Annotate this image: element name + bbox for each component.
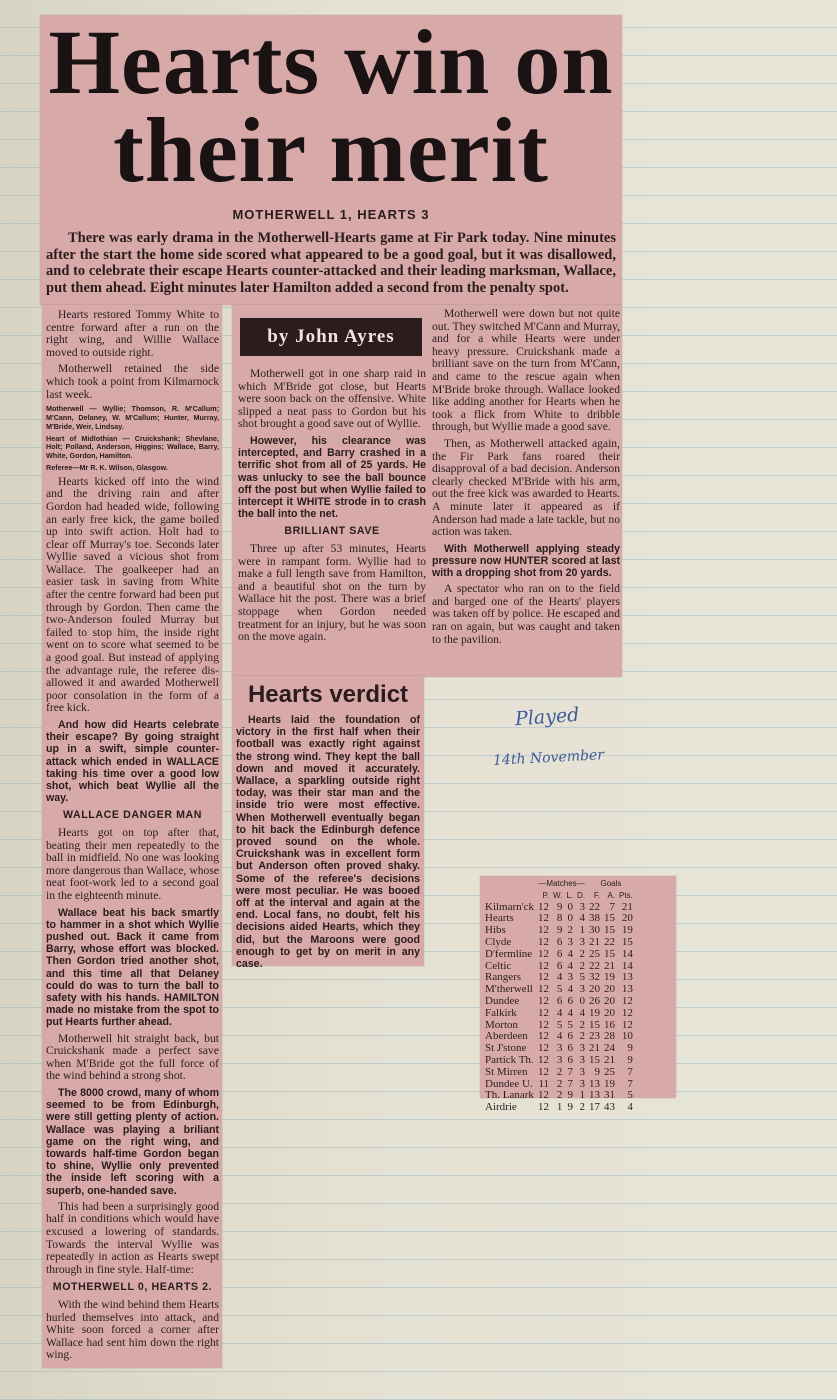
stat-cell: 2 [579, 1101, 586, 1114]
col1-para-1: Hearts restored Tommy White to centre forward after a run on the right wing, and Willie Wallace moved to outside right. [46, 308, 219, 359]
stat-cell: 9 [567, 1101, 574, 1114]
stat-cell: 15 [604, 924, 616, 937]
stat-cell: 17 [589, 1101, 601, 1114]
stat-cell: 12 [538, 1006, 550, 1019]
stat-cell: 12 [538, 1065, 550, 1078]
col2-para-1: Motherwell got in one sharp raid in which M'Bride got close, but Hearts were soon back on the offensive. White slipped a neat pass to Gordon but his shot brought a good save out of Wyllie. [238, 367, 426, 431]
stat-cell: 16 [604, 1018, 616, 1031]
stat-cell: 3 [579, 935, 586, 948]
stat-cell: 2 [579, 947, 586, 960]
stat-cell: 9 [556, 900, 563, 913]
stat-cell: 5 [627, 1089, 633, 1102]
stat-cell: 3 [556, 1053, 563, 1066]
stat-cell: 14 [621, 959, 633, 972]
stat-cell: 5 [556, 1018, 563, 1031]
subhead-wallace: WALLACE DANGER MAN [62, 809, 203, 822]
stat-cell: 2 [556, 1065, 563, 1078]
column-header: Pts. [619, 890, 633, 900]
stat-cell: 2 [556, 1089, 563, 1102]
stat-cell: 12 [538, 994, 550, 1007]
col3-para-1: Motherwell were down but not quite out. They switched M'Cann and Murray, and for a while Hearts were under heavy pressure. Cruickshank made a brilliant save on the turn from M'Cann, and came to the rescue again when M'Bride broke through. Wallace looked like adding another for Hearts when he took a flick from White to dribble through, but Wyllie made a good save. [432, 307, 620, 434]
stat-cell: 7 [627, 1065, 633, 1078]
stat-cell: 12 [621, 1018, 633, 1031]
team-name-cell: D'fermline [485, 947, 533, 960]
team-name-cell: Morton [485, 1018, 518, 1031]
table-row [483, 1008, 635, 1020]
stat-cell: 9 [627, 1042, 633, 1055]
col1-para-6: Wallace beat his back smartly to hammer in a shot which Wyllie pushed out. Back it came from Barry, whose effort was blocked. Then Gordon tried another shot, and this time all that Delaney could do was to turn the ball to safety with his hands. HAMILTON made no mistake from the spot to put Hearts further ahead. [46, 906, 219, 1029]
team-name-cell: Aberdeen [485, 1030, 528, 1043]
team-name-cell: Hibs [485, 924, 506, 937]
stat-cell: 12 [538, 1018, 550, 1031]
stat-cell: 9 [567, 1089, 574, 1102]
team-name-cell: M'therwell [485, 983, 533, 996]
stat-cell: 6 [567, 1053, 574, 1066]
stat-cell: 20 [589, 983, 601, 996]
team-name-cell: Kilmarn'ck [485, 900, 535, 913]
subhead-brilliant-save: BRILLIANT SAVE [284, 525, 380, 538]
stat-cell: 20 [604, 983, 616, 996]
score-line: MOTHERWELL 1, HEARTS 3 [232, 207, 430, 222]
stat-cell: 15 [589, 1053, 601, 1066]
team-name-cell: St Mirren [485, 1065, 528, 1078]
col1-para-10: With the wind behind them Hearts hurled themselves into attack, and White soon forced a corner after Wallace had sent him down the right wing. [46, 1297, 219, 1362]
stat-cell: 14 [621, 947, 633, 960]
column-header: W. [553, 890, 563, 900]
stat-cell: 12 [538, 924, 550, 937]
referee-line: Referee—Mr R. K. Wilson, Glasgow. [46, 462, 168, 472]
col1-para-9: This had been a surprisingly good half in conditions which would have excused a lowering of standards. Towards the interval Wyllie was repeatedly in action as Hearts swept through in fine style. Half-time: [46, 1199, 219, 1276]
stat-cell: 6 [556, 959, 563, 972]
stat-cell: 0 [567, 912, 574, 925]
stat-cell: 3 [556, 1042, 563, 1055]
stat-cell: 1 [579, 1089, 586, 1102]
stat-cell: 9 [627, 1053, 633, 1066]
col1-para-8: The 8000 crowd, many of whom seemed to be from Edinburgh, were still getting plenty of action. Wallace was playing a briliant game on the right wing, and towards half-time Gordon began to shine, Wyllie only prevented the inside left scoring with a superb, one-handed save. [46, 1087, 219, 1197]
stat-cell: 15 [621, 935, 633, 948]
stat-cell: 3 [567, 971, 574, 984]
stat-cell: 3 [579, 1077, 586, 1090]
stat-cell: 2 [579, 1018, 586, 1031]
stat-cell: 23 [589, 1030, 601, 1043]
column-header: F. [593, 890, 601, 900]
stat-cell: 12 [538, 1053, 550, 1066]
league-table-clipping [480, 876, 676, 1114]
stat-cell: 5 [567, 1018, 574, 1031]
stat-cell: 4 [579, 912, 586, 925]
stat-cell: 12 [538, 912, 550, 925]
motherwell-lineup: Motherwell — Wyllie; Thomson, R. M'Callum; M'Cann, Delaney, W. M'Callum; Hunter, Murray, M'Bride, Weir, Lindsay. [46, 404, 219, 431]
stat-cell: 6 [567, 994, 574, 1007]
team-name-cell: St J'stone [485, 1042, 527, 1055]
team-name-cell: Th. Lanark [485, 1089, 534, 1102]
stat-cell: 12 [538, 971, 550, 984]
column-header: A. [607, 890, 616, 900]
stat-cell: 21 [589, 1042, 601, 1055]
stat-cell: 22 [589, 959, 601, 972]
team-name-cell: Dundee [485, 994, 520, 1007]
stat-cell: 0 [567, 900, 574, 913]
stat-cell: 12 [621, 1006, 633, 1019]
stat-cell: 12 [538, 900, 550, 913]
col3-para-4: A spectator who ran on to the field and barged one of the Hearts' players was taken off by police. He escaped and ran on again, but was caught and taken to the pavilion. [432, 582, 620, 646]
stat-cell: 12 [538, 983, 550, 996]
stat-cell: 21 [604, 1053, 616, 1066]
stat-cell: 12 [538, 959, 550, 972]
col1-para-7: Motherwell hit straight back, but Cruickshank made a perfect save when M'Bride got the full force of the wind behind a strong shot. [46, 1031, 219, 1083]
stat-cell: 19 [604, 1077, 616, 1090]
stat-cell: 5 [579, 971, 586, 984]
stat-cell: 4 [567, 947, 574, 960]
col3-para-3: With Motherwell applying steady pressure now HUNTER scored at last with a dropping shot from 20 yards. [432, 542, 620, 580]
stat-cell: 31 [604, 1089, 616, 1102]
stat-cell: 4 [627, 1101, 633, 1114]
team-name-cell: Hearts [485, 912, 514, 925]
stat-cell: 5 [556, 983, 563, 996]
stat-cell: 1 [579, 924, 586, 937]
stat-cell: 13 [621, 983, 633, 996]
stat-cell: 4 [556, 1006, 563, 1019]
byline-box: by John Ayres [240, 318, 422, 356]
stat-cell: 4 [579, 1006, 586, 1019]
team-name-cell: Airdrie [485, 1101, 517, 1114]
stat-cell: 19 [621, 924, 633, 937]
stat-cell: 28 [604, 1030, 616, 1043]
stat-cell: 7 [567, 1065, 574, 1078]
table-row [483, 1055, 635, 1067]
left-column-clipping [42, 305, 222, 1368]
stat-cell: 26 [589, 994, 601, 1007]
stat-cell: 4 [567, 959, 574, 972]
stat-cell: 12 [538, 935, 550, 948]
headline-clipping [40, 11, 622, 305]
stat-cell: 15 [589, 1018, 601, 1031]
headline-line-1: Hearts win on [48, 11, 614, 113]
team-name-cell: Clyde [485, 935, 512, 948]
stat-cell: 12 [538, 947, 550, 960]
stat-cell: 3 [567, 935, 574, 948]
stat-cell: 1 [556, 1101, 563, 1114]
stat-cell: 22 [589, 900, 601, 913]
middle-column [238, 368, 426, 673]
group-matches: —Matches— [538, 879, 585, 888]
stat-cell: 13 [621, 971, 633, 984]
stat-cell: 30 [589, 924, 601, 937]
team-name-cell: Dundee U. [485, 1077, 533, 1090]
stat-cell: 9 [556, 924, 563, 937]
stat-cell: 13 [589, 1089, 601, 1102]
stat-cell: 24 [604, 1042, 616, 1055]
stat-cell: 3 [579, 1053, 586, 1066]
column-header: D. [577, 890, 586, 900]
stat-cell: 4 [556, 971, 563, 984]
table-column-header [483, 890, 635, 902]
stat-cell: 2 [556, 1077, 563, 1090]
stat-cell: 3 [579, 1042, 586, 1055]
verdict-body: Hearts laid the foundation of victory in the first half when their football was exactly right against the strong wind. They kept the ball down and moved it accurately. Wallace, a sparkling outside right today, was their star man and the inside trio were most effective. When Motherwell eventually began to hit back the Edinburgh defence proved sound on the whole. Cruickshank was in excellent form but Anderson often proved shaky. Some of the referee's decisions were most peculiar. He was booed off at the interval and again at the end. Local fans, no doubt, felt his decisions aided Hearts, which they did, but the Maroons were good enough to get by on merit in any case. [236, 714, 420, 971]
halftime-score: MOTHERWELL 0, HEARTS 2. [52, 1281, 213, 1294]
right-column [432, 308, 620, 674]
col3-para-2: Then, as Motherwell attacked again, the Fir Park fans roared their disapproval of a bad decision. Anderson clearly checked M'Bride with his arm, out the free kick was awarded to Hearts. A minute later it appeared as if Anderson had made a late tackle, but no action was taken. [432, 436, 620, 539]
stat-cell: 12 [538, 1101, 550, 1114]
stat-cell: 12 [538, 1030, 550, 1043]
stat-cell: 2 [567, 924, 574, 937]
verdict-clipping [232, 676, 424, 971]
stat-cell: 12 [538, 1042, 550, 1055]
league-table-body [483, 902, 635, 1114]
stat-cell: 43 [604, 1101, 616, 1114]
team-name-cell: Falkirk [485, 1006, 517, 1019]
stat-cell: 10 [621, 1030, 633, 1043]
stat-cell: 20 [604, 994, 616, 1007]
stat-cell: 20 [604, 1006, 616, 1019]
stat-cell: 7 [609, 900, 616, 913]
stat-cell: 6 [567, 1030, 574, 1043]
column-header: L. [566, 890, 574, 900]
stat-cell: 21 [621, 900, 633, 913]
stat-cell: 12 [621, 994, 633, 1007]
stat-cell: 20 [621, 912, 633, 925]
team-name-cell: Celtic [485, 959, 512, 972]
stat-cell: 22 [604, 935, 616, 948]
table-row [483, 1067, 635, 1079]
stat-cell: 6 [556, 947, 563, 960]
col1-para-2: Motherwell retained the side which took a point from Kilmarnock last week. [46, 362, 219, 401]
table-row [483, 949, 635, 961]
handwritten-played: Played [514, 703, 581, 731]
stat-cell: 19 [604, 971, 616, 984]
col1-para-4: And how did Hearts celebrate their escape? By going straight up in a swift, simple counter-attack which ended in WALLACE taking his time over a good low shot, which beat Wyllie all the way. [46, 719, 219, 805]
stat-cell: 2 [579, 1030, 586, 1043]
stat-cell: 19 [589, 1006, 601, 1019]
stat-cell: 3 [579, 1065, 586, 1078]
col1-para-5: Hearts got on top after that, beating their men repeatedly to the ball in midfield. No one was looking more dangerous than Wallace, whose neat foot-work led to a second goal in the eighteenth minute. [46, 826, 219, 902]
stat-cell: 7 [627, 1077, 633, 1090]
stat-cell: 0 [579, 994, 586, 1007]
stat-cell: 6 [556, 994, 563, 1007]
handwritten-date: 14th November [492, 747, 605, 769]
stat-cell: 11 [538, 1077, 550, 1090]
stat-cell: 38 [589, 912, 601, 925]
stat-cell: 8 [556, 912, 563, 925]
stat-cell: 6 [556, 935, 563, 948]
table-row [483, 937, 635, 949]
league-table [483, 878, 635, 1114]
stat-cell: 6 [567, 1042, 574, 1055]
table-row [483, 996, 635, 1008]
team-name-cell: Rangers [485, 971, 522, 984]
group-goals: Goals [600, 879, 622, 888]
intro-paragraph: There was early drama in the Motherwell-Hearts game at Fir Park today. Nine minutes after the start the home side scored what appeared to be a good goal, but it was disallowed, and to celebrate their escape Hearts counter-attacked and their leading marksman, Wallace, put them ahead. Eight minutes later Hamilton added a second from the penalty spot. [46, 230, 616, 296]
stat-cell: 12 [538, 1089, 550, 1102]
stat-cell: 3 [579, 900, 586, 913]
headline-line-2: their merit [113, 99, 549, 201]
col2-para-2: However, his clearance was intercepted, and Barry crashed in a terrific shot from all of 25 yards. He was unlucky to see the ball bounce off the post but when Wyllie failed to intercept it WHITE strode in to crash the ball into the net. [238, 434, 426, 521]
stat-cell: 25 [589, 947, 601, 960]
col2-para-3: Three up after 53 minutes, Hearts were in rampant form. Wyllie had to make a full length save from Hamilton, and a beautiful shot on the turn by Wallace hit the post. There was a brief stoppage when Gordon needed treatment for an injury, but he was soon on the move again. [238, 541, 426, 644]
stat-cell: 3 [579, 983, 586, 996]
stat-cell: 21 [604, 959, 616, 972]
stat-cell: 15 [604, 912, 616, 925]
stat-cell: 2 [579, 959, 586, 972]
team-name-cell: Partick Th. [485, 1053, 534, 1066]
table-group-header [483, 878, 635, 890]
stat-cell: 13 [589, 1077, 601, 1090]
hearts-lineup: Heart of Midlothian — Cruickshank; Shevlane, Holt; Polland, Anderson, Higgins; Wallace, Barry, White, Gordon, Hamilton. [46, 433, 219, 461]
stat-cell: 21 [589, 935, 601, 948]
stat-cell: 32 [589, 971, 601, 984]
stat-cell: 15 [604, 947, 616, 960]
table-row [483, 1102, 635, 1114]
stat-cell: 7 [567, 1077, 574, 1090]
stat-cell: 4 [556, 1030, 563, 1043]
verdict-heading: Hearts verdict [247, 681, 409, 708]
col1-para-3: Hearts kicked off into the wind and the driving rain and after Gordon had headed wide, following an early free kick, the game boiled up into swift action. Holt had to clear off Murray's toe. Seconds later Wyllie saved a vicious shot from Wallace. The goalkeeper had an easier task in saving from White after the centre forward had been put through by Gordon. Then came the two-Anderson fouled Murray but failed to stop him, the inside right went on to score what seemed to be a good goal. But instead of applying the advantage rule, the referee dis-allowed it and awarded Motherwell poor consolation in the form of a free kick. [46, 474, 219, 715]
column-header: P. [542, 890, 550, 900]
stat-cell: 4 [567, 983, 574, 996]
stat-cell: 25 [604, 1065, 616, 1078]
stat-cell: 4 [567, 1006, 574, 1019]
stat-cell: 9 [594, 1065, 601, 1078]
